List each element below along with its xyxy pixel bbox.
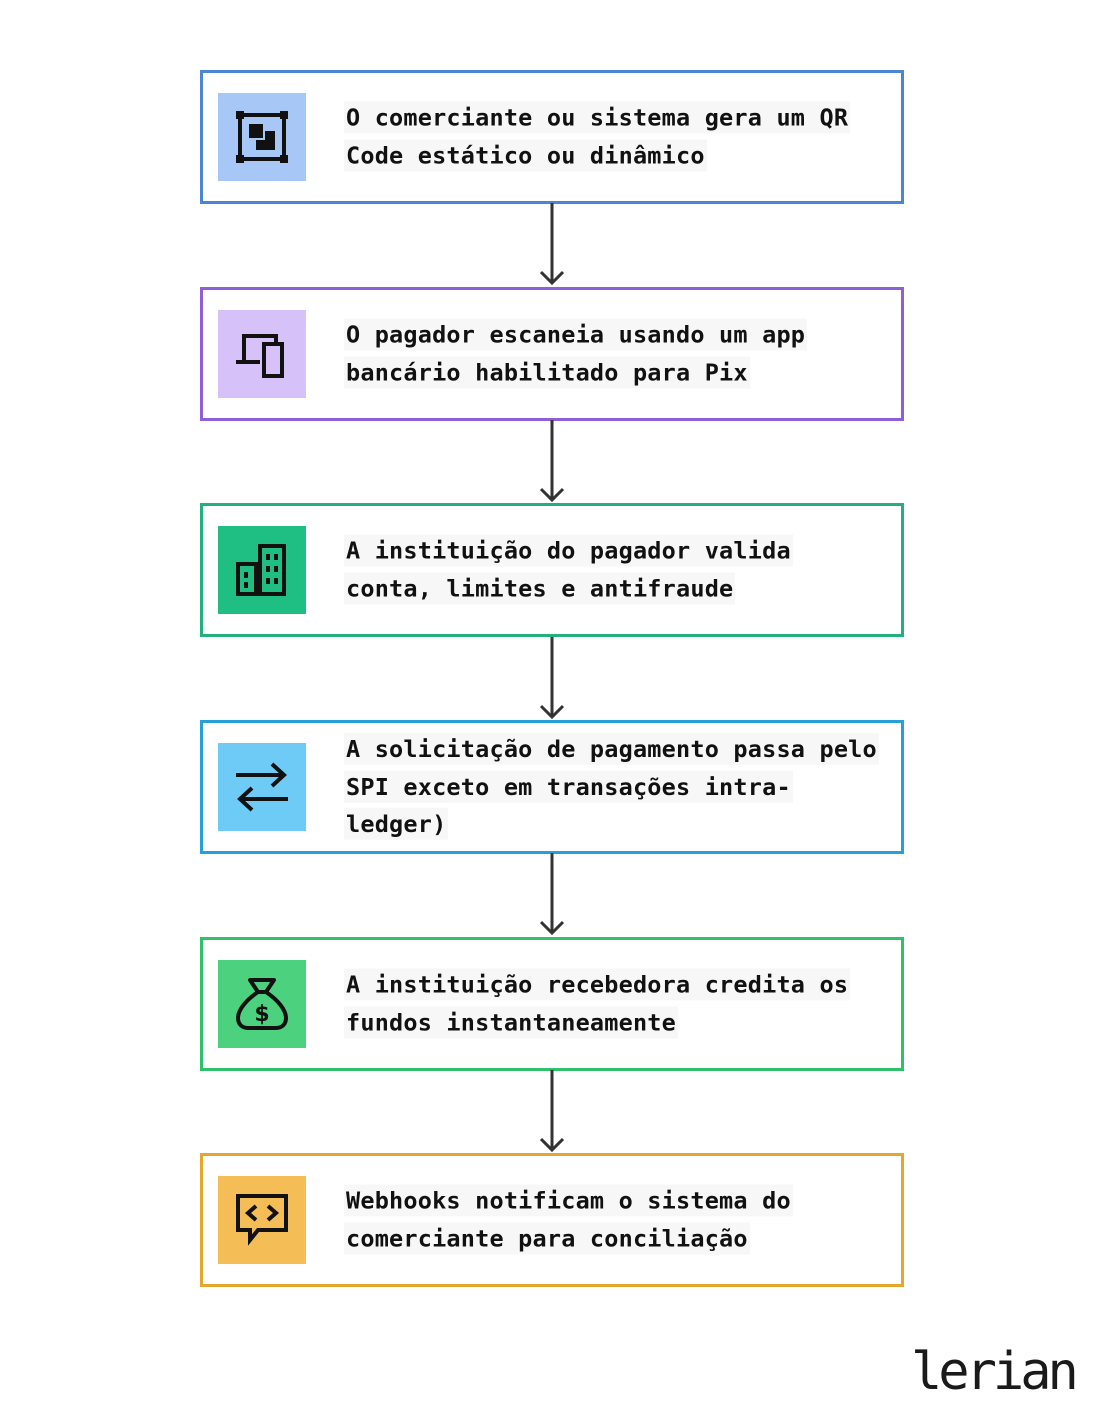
step-6-icon-box xyxy=(218,1176,306,1264)
connector-arrow-1 xyxy=(540,203,564,287)
step-5-box xyxy=(200,937,904,1071)
connector-arrow-2 xyxy=(540,420,564,504)
step-4-box xyxy=(200,720,904,854)
step-3-icon-box xyxy=(218,526,306,614)
buildings-icon xyxy=(234,542,290,598)
code-chat-icon xyxy=(234,1192,290,1248)
lerian-logo xyxy=(905,1345,1085,1401)
step-3-label: A instituição do pagador valida conta, limites e antifraude xyxy=(346,536,791,602)
step-5-text xyxy=(344,967,884,1042)
logo-text: lerian xyxy=(911,1345,1075,1401)
connector-arrow-5 xyxy=(540,1070,564,1154)
step-4-label: A solicitação de pagamento passa pelo SPI exceto em transações intra-ledger) xyxy=(346,734,877,838)
step-6-box xyxy=(200,1153,904,1287)
money-bag-icon xyxy=(234,976,290,1032)
step-5-label: A instituição recebedora credita os fundos instantaneamente xyxy=(346,970,849,1036)
step-5-icon-box xyxy=(218,960,306,1048)
step-6-text xyxy=(344,1183,884,1258)
svg-text:$: $ xyxy=(254,1002,270,1027)
step-2-text xyxy=(344,317,884,392)
step-3-box xyxy=(200,503,904,637)
step-4-icon-box xyxy=(218,743,306,831)
connector-arrow-3 xyxy=(540,637,564,721)
step-1-icon-box xyxy=(218,93,306,181)
step-2-icon-box xyxy=(218,310,306,398)
step-3-text xyxy=(344,533,884,608)
transfer-arrows-icon xyxy=(234,759,290,815)
step-6-label: Webhooks notificam o sistema do comerciante para conciliação xyxy=(346,1186,791,1252)
step-2-label: O pagador escaneia usando um app bancário habilitado para Pix xyxy=(346,320,806,386)
step-1-box xyxy=(200,70,904,204)
step-1-text xyxy=(344,100,884,175)
step-1-label: O comerciante ou sistema gera um QR Code estático ou dinâmico xyxy=(346,103,849,169)
step-2-box xyxy=(200,287,904,421)
qr-code-icon xyxy=(234,109,290,165)
connector-arrow-4 xyxy=(540,853,564,937)
devices-icon xyxy=(234,326,290,382)
step-4-text xyxy=(344,731,884,844)
